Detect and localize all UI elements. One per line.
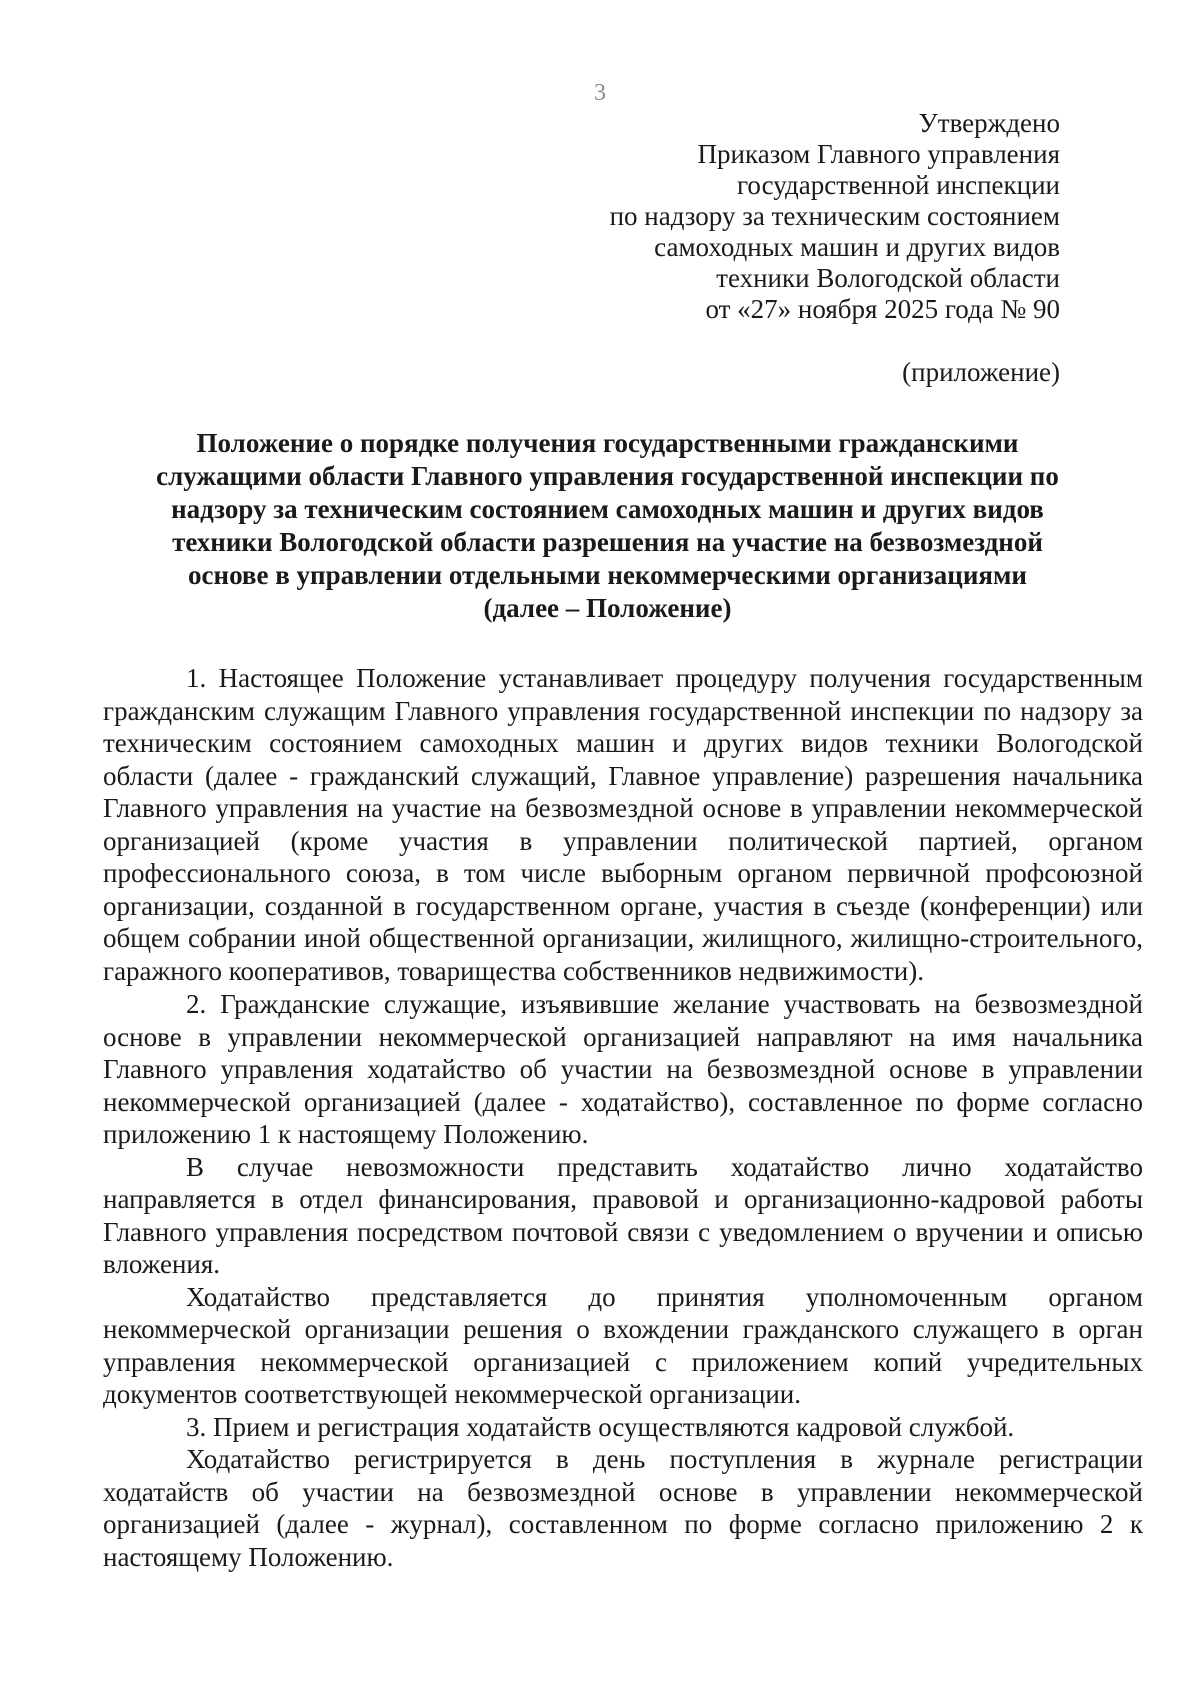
title-line: Положение о порядке получения государственными гражданскими: [196, 428, 1019, 458]
title-line: служащими области Главного управления государственной инспекции по: [156, 461, 1059, 491]
paragraph-item-2: 2. Гражданские служащие, изъявившие желание участвовать на безвозмездной основе в управлении некоммерческой организацией направляют на имя начальника Главного управления ходатайство об участии на безвозмездной основе в управлении некоммерческой организацией (далее - ходатайство), составленное по форме согласно приложению 1 к настоящему Положению.: [103, 989, 1143, 1149]
approval-line: по надзору за техническим состоянием: [609, 201, 1060, 231]
title-line: техники Вологодской области разрешения на участие на безвозмездной: [172, 527, 1043, 557]
paragraph-item-3: 3. Прием и регистрация ходатайств осуществляются кадровой службой.: [186, 1411, 1015, 1442]
title-line: (далее – Положение): [483, 593, 732, 623]
approval-line: техники Вологодской области: [716, 263, 1060, 293]
paragraph: Ходатайство регистрируется в день поступления в журнале регистрации ходатайств об участии на безвозмездной основе в управлении некоммерческой организацией (далее - журнал), составленном по форме согласно приложению 2 к настоящему Положению.: [103, 1444, 1143, 1572]
paragraph: Ходатайство представляется до принятия уполномоченным органом некоммерческой организации решения о вхождении гражданского служащего в орган управления некоммерческой организацией с приложением копий учредительных документов соответствующей некоммерческой организации.: [103, 1281, 1143, 1409]
approval-line: Утверждено: [918, 108, 1060, 138]
appendix-mark: (приложение): [902, 357, 1060, 387]
title-line: основе в управлении отдельными некоммерческими организациями: [188, 560, 1027, 590]
approval-block: [540, 108, 1060, 325]
approval-line: Приказом Главного управления: [697, 139, 1060, 169]
paragraph: В случае невозможности представить ходатайство лично ходатайство направляется в отдел финансирования, правовой и организационно-кадровой работы Главного управления посредством почтовой связи с уведомлением о вручении и описью вложения.: [103, 1151, 1143, 1279]
approval-date-line: от «27» ноября 2025 года № 90: [705, 294, 1060, 324]
approval-line: государственной инспекции: [737, 170, 1060, 200]
title-line: надзору за техническим состоянием самоходных машин и других видов: [171, 494, 1044, 524]
approval-line: самоходных машин и других видов: [654, 232, 1060, 262]
document-body: [103, 662, 1143, 1573]
paragraph-item-1: 1. Настоящее Положение устанавливает процедуру получения государственным гражданским служащим Главного управления государственной инспекции по надзору за техническим состоянием самоходных машин и других видов техники Вологодской области (далее - гражданский служащий, Главное управление) разрешения начальника Главного управления на участие на безвозмездной основе в управлении некоммерческой организацией (кроме участия в управлении политической партией, органом профессионального союза, в том числе выборным органом первичной профсоюзной организации, созданной в государственном органе, участия в съезде (конференции) или общем собрании иной общественной организации, жилищного, жилищно-строительного, гаражного кооперативов, товарищества собственников недвижимости).: [103, 663, 1143, 986]
page-number: 3: [594, 80, 606, 106]
document-title: [150, 427, 1065, 625]
